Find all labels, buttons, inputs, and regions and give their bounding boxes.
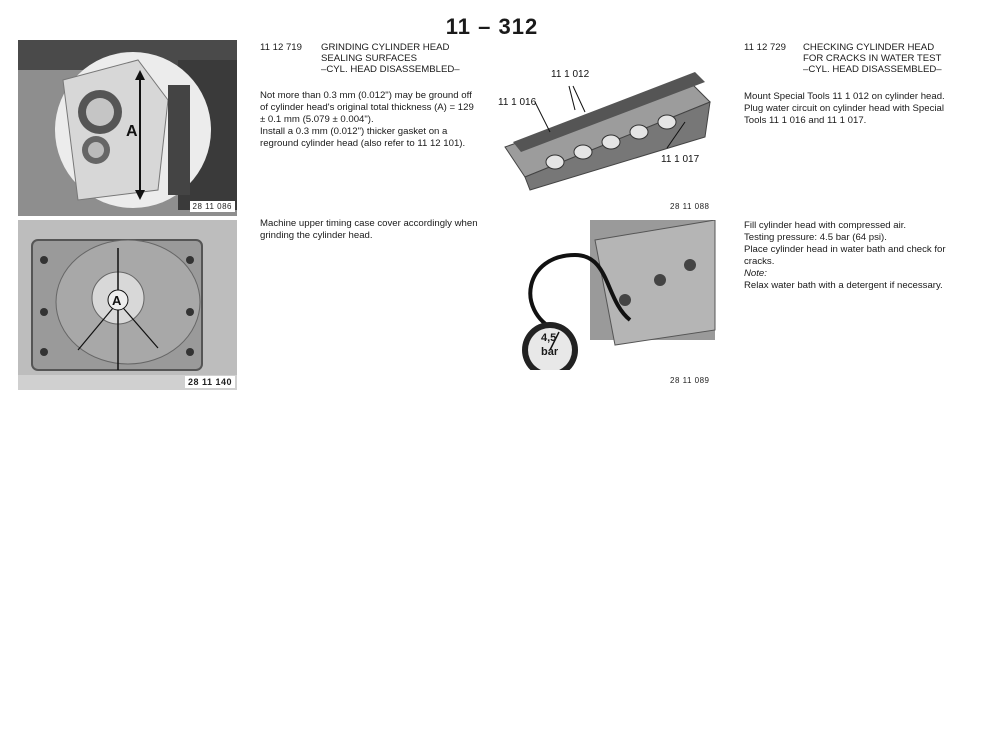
paragraph: Plug water circuit on cylinder head with Special Tools 11 1 016 and 11 1 017.: [744, 103, 944, 126]
figure-pressure-gauge: [495, 220, 720, 390]
water-test-setup-instructions: [744, 91, 964, 127]
figure-cylinder-head-thickness: [18, 40, 237, 216]
paragraph: Mount Special Tools 11 1 012 on cylinder head.: [744, 91, 945, 102]
grinding-instructions: [260, 90, 480, 150]
fig2-label: A: [112, 293, 122, 308]
section-title-left: [321, 42, 481, 75]
figure-timing-case-cover: [18, 220, 237, 390]
cylinder-head-photo: [18, 40, 237, 216]
title-line: GRINDING CYLINDER HEAD: [321, 42, 450, 53]
gauge-value: 4,5: [541, 332, 557, 344]
fig4-caption: 28 11 089: [670, 376, 710, 385]
water-test-procedure: [744, 220, 969, 292]
title-line: –CYL. HEAD DISASSEMBLED–: [321, 64, 460, 75]
section-code-left: 11 12 719: [260, 42, 302, 53]
timing-cover-photo: [18, 220, 237, 390]
procedure-line: Place cylinder head in water bath and check for cracks.: [744, 244, 946, 267]
section-code-right: 11 12 729: [744, 42, 786, 53]
title-line: CHECKING CYLINDER HEAD: [803, 42, 935, 53]
gauge-unit: bar: [541, 346, 559, 358]
note-text: Relax water bath with a detergent if necessary.: [744, 280, 943, 291]
callout-tool-017: 11 1 017: [661, 154, 700, 165]
note-label: Note:: [744, 268, 767, 279]
title-line: FOR CRACKS IN WATER TEST: [803, 53, 942, 64]
fig3-caption: 28 11 088: [670, 202, 710, 211]
procedure-line: Testing pressure: 4.5 bar (64 psi).: [744, 232, 887, 243]
fig1-label: A: [126, 123, 138, 140]
page-number: 11 – 312: [445, 14, 539, 39]
callout-tool-012: 11 1 012: [551, 69, 590, 80]
paragraph: Machine upper timing case cover accordingly when grinding the cylinder head.: [260, 218, 478, 241]
pressure-gauge-photo: [495, 220, 720, 370]
section-title-right: [803, 42, 973, 75]
special-tools-photo: [495, 62, 720, 214]
timing-cover-instructions: [260, 218, 480, 242]
title-line: –CYL. HEAD DISASSEMBLED–: [803, 64, 942, 75]
procedure-line: Fill cylinder head with compressed air.: [744, 220, 907, 231]
paragraph: Not more than 0.3 mm (0.012") may be ground off of cylinder head's original total thickness (A) = 129 ± 0.1 mm (5.079 ± 0.004").: [260, 90, 474, 125]
callout-tool-016: 11 1 016: [498, 97, 537, 108]
fig2-caption: 28 11 140: [185, 376, 235, 388]
figure-special-tools: [495, 62, 720, 214]
paragraph: Install a 0.3 mm (0.012") thicker gasket on a reground cylinder head (also refer to 11 12 101).: [260, 126, 466, 149]
fig1-caption: 28 11 086: [190, 201, 236, 212]
title-line: SEALING SURFACES: [321, 53, 417, 64]
